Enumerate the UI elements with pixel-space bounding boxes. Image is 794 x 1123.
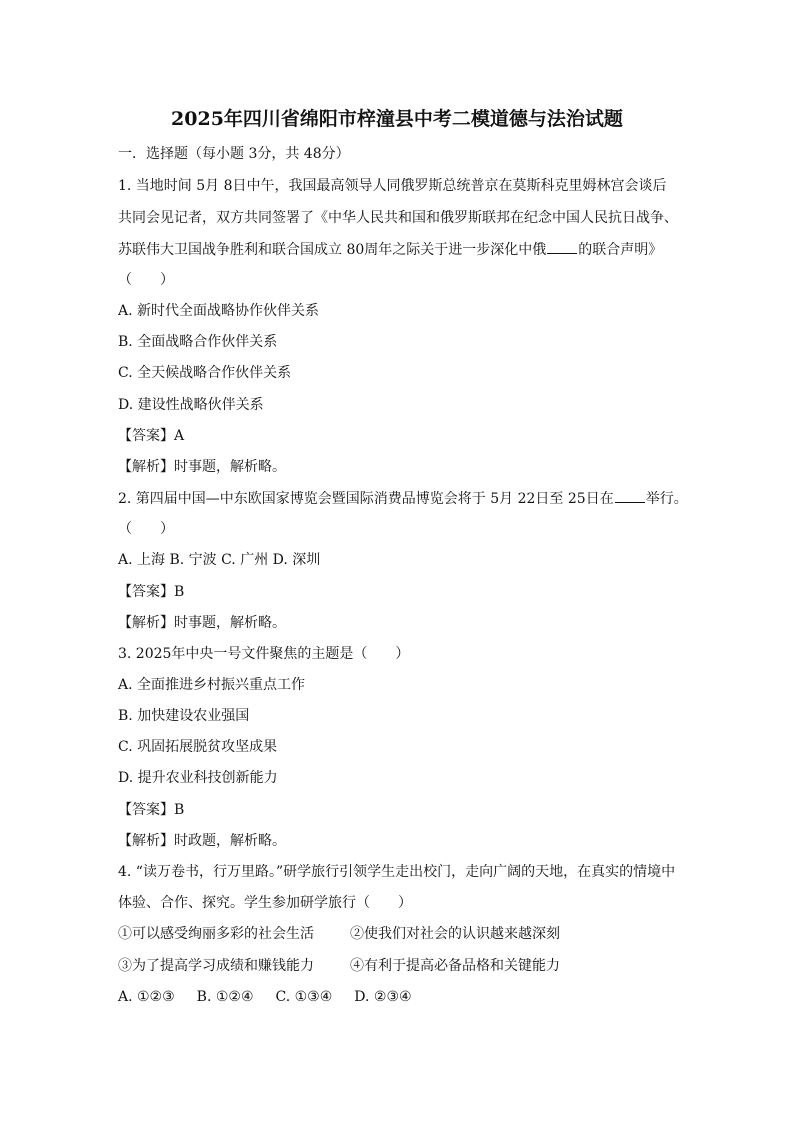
q2-options: A. 上海 B. 宁波 C. 广州 D. 深圳 (118, 552, 321, 568)
q4-text-line-2: 体验、合作、探究。学生参加研学旅行（ ） (118, 895, 412, 911)
q2-analysis: 【解析】时事题，解析略。 (118, 615, 286, 631)
q1-answer: 【答案】A (118, 428, 185, 444)
q4-statement-1: ①可以感受绚丽多彩的社会生活 (118, 926, 314, 942)
q4-statement-3: ③为了提高学习成绩和赚钱能力 (118, 958, 314, 974)
q4-option-d: D. ②③④ (354, 989, 412, 1005)
q3-option-b: B. 加快建设农业强国 (118, 708, 250, 724)
q1-paren: （ ） (118, 272, 174, 288)
q4-option-c: C. ①③④ (275, 989, 333, 1005)
q1-option-d: D. 建设性战略伙伴关系 (118, 397, 264, 413)
section-heading: 一．选择题（每小题 3分，共 48分） (118, 146, 350, 162)
q4-text-line-1: 4. “读万卷书，行万里路。”研学旅行引领学生走出校门，走向广阔的天地，在真实的情境中 (118, 864, 676, 880)
q2-text-line-1b: 举行。 (645, 491, 688, 507)
q2-text-line-1 (118, 488, 688, 509)
q1-text-line-3a: 苏联伟大卫国战争胜利和联合国成立 80周年之际关于进一步深化中俄 (118, 242, 547, 258)
q3-option-c: C. 巩固拓展脱贫攻坚成果 (118, 739, 278, 755)
q4-option-a: A. ①②③ (118, 989, 175, 1005)
q3-option-a: A. 全面推进乡村振兴重点工作 (118, 677, 306, 693)
q1-text-line-3b: 的联合声明》 (578, 242, 663, 258)
q1-text-line-2: 共同会见记者，双方共同签署了《中华人民共和国和俄罗斯联邦在纪念中国人民抗日战争、 (118, 210, 678, 226)
q4-options (118, 987, 412, 1007)
q1-option-a: A. 新时代全面战略协作伙伴关系 (118, 303, 320, 319)
q1-option-c: C. 全天候战略合作伙伴关系 (118, 365, 292, 381)
document-title: 2025年四川省绵阳市梓潼县中考二模道德与法治试题 (171, 108, 623, 130)
q2-text-line-1a: 2. 第四届中国—中东欧国家博览会暨国际消费品博览会将于 5月 22日至 25日在 (118, 491, 614, 507)
q2-paren: （ ） (118, 521, 174, 537)
q1-text-line-3 (118, 239, 662, 260)
q3-option-d: D. 提升农业科技创新能力 (118, 770, 278, 786)
q3-analysis: 【解析】时政题，解析略。 (118, 833, 286, 849)
q2-answer: 【答案】B (118, 584, 185, 600)
q4-statement-4: ④有利于提高必备品格和关键能力 (350, 958, 560, 974)
q1-option-b: B. 全面战略合作伙伴关系 (118, 334, 278, 350)
q1-text-line-1: 1. 当地时间 5月 8日中午，我国最高领导人同俄罗斯总统普京在莫斯科克里姆林宫会谈后 (118, 178, 667, 194)
q1-analysis: 【解析】时事题，解析略。 (118, 459, 286, 475)
q4-option-b: B. ①②④ (196, 989, 254, 1005)
q4-statement-2: ②使我们对社会的认识越来越深刻 (350, 926, 560, 942)
q3-text-line-1: 3. 2025年中央一号文件聚焦的主题是（ ） (118, 646, 410, 662)
q1-blank (547, 239, 577, 254)
q3-answer: 【答案】B (118, 802, 185, 818)
q2-blank (615, 488, 645, 503)
